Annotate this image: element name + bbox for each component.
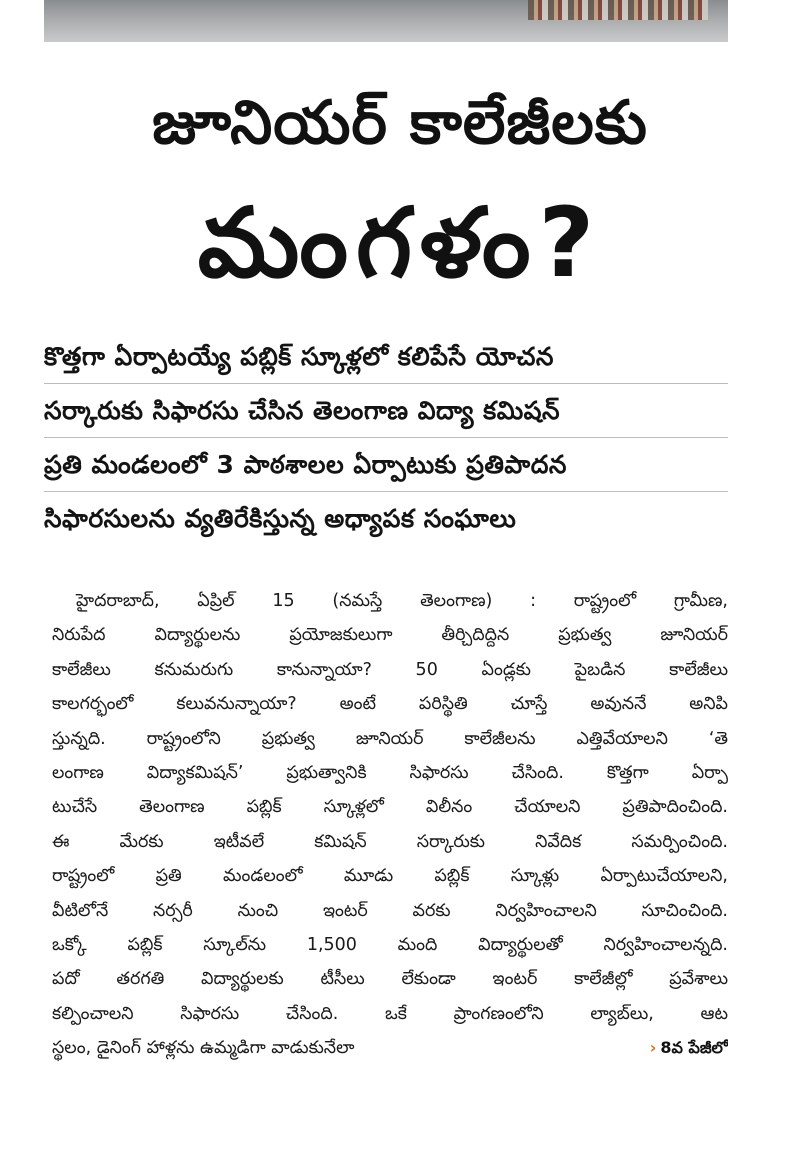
body-last-line	[52, 1031, 728, 1065]
body-line: లంగాణ విద్యాకమిషన్’ ప్రభుత్వానికి సిఫారసు చేసింది. కొత్తగా ఏర్పా	[52, 762, 728, 783]
body-line: హైదరాబాద్, ఏప్రిల్ 15 (నమస్తే తెలంగాణ) : రాష్ట్రంలో గ్రామీణ,	[76, 591, 728, 611]
body-line: ఒక్కో పబ్లిక్ స్కూల్‌ను 1,500 మంది విద్యార్థులతో నిర్వహించాలన్నది.	[52, 934, 728, 955]
body-line: రాష్ట్రంలో ప్రతి మండలంలో మూడు పబ్లిక్ స్కూళ్లు ఏర్పాటుచేయాలని,	[52, 866, 728, 887]
subheading: సిఫారసులను వ్యతిరేకిస్తున్న అధ్యాపక సంఘాలు	[44, 504, 517, 533]
headline-line-1: జూనియర్ కాలేజీలకు	[152, 88, 648, 158]
photo-crowd-detail	[528, 0, 708, 20]
body-line: స్తున్నది. రాష్ట్రంలోని ప్రభుత్వ జూనియర్ కాలేజీలను ఎత్తివేయాలని ‘తె	[52, 728, 728, 749]
body-line: ఈ మేరకు ఇటీవలే కమిషన్ సర్కారుకు నివేదిక సమర్పించింది.	[52, 831, 728, 852]
subheading: ప్రతి మండలంలో 3 పాఠశాలల ఏర్పాటుకు ప్రతిపాదన	[44, 438, 728, 492]
body-line: కాలగర్భంలో కలువనున్నాయా? అంటే పరిస్థితి చూస్తే అవుననే అనిపి	[52, 694, 728, 715]
continued-on-page-label: 8వ పేజీలో	[660, 1038, 728, 1058]
body-line: కాలేజీలు కనుమరుగు కానున్నాయా? 50 ఏండ్లకు పైబడిన కాలేజీలు	[52, 659, 728, 680]
body-line: టుచేసే తెలంగాణ పబ్లిక్ స్కూళ్లలో విలీనం చేయాలని ప్రతిపాదించింది.	[52, 797, 728, 818]
body-last-line-text: స్థలం, డైనింగ్ హాళ్లను ఉమ్మడిగా వాడుకునేలా	[52, 1038, 355, 1059]
body-line: నిరుపేద విద్యార్థులను ప్రయోజకులుగా తీర్చిదిద్దిన ప్రభుత్వ జూనియర్	[52, 625, 728, 646]
body-line: పదో తరగతి విద్యార్థులకు టీసీలు లేకుండా ఇంటర్ కాలేజీల్లో ప్రవేశాలు	[52, 969, 728, 990]
subheadings	[44, 330, 728, 545]
subheading: సర్కారుకు సిఫారసు చేసిన తెలంగాణ విద్యా కమిషన్	[44, 384, 728, 438]
subheading: కొత్తగా ఏర్పాటయ్యే పబ్లిక్ స్కూళ్లలో కలిపేసే యోచన	[44, 330, 728, 384]
headline-line-2: మంగళం?	[197, 187, 603, 299]
body-line: వీటిలోనే నర్సరీ నుంచి ఇంటర్ వరకు నిర్వహించాలని సూచించింది.	[52, 900, 728, 921]
continued-on-page-link[interactable]	[650, 1031, 728, 1065]
body-line: కల్పించాలని సిఫారసు చేసింది. ఒకే ప్రాంగణంలోని ల్యాబ్‌లు, ఆట	[52, 1003, 728, 1024]
article-body	[52, 584, 728, 1065]
top-photo-strip	[44, 0, 728, 42]
chevron-right-icon: ›	[649, 1038, 657, 1058]
